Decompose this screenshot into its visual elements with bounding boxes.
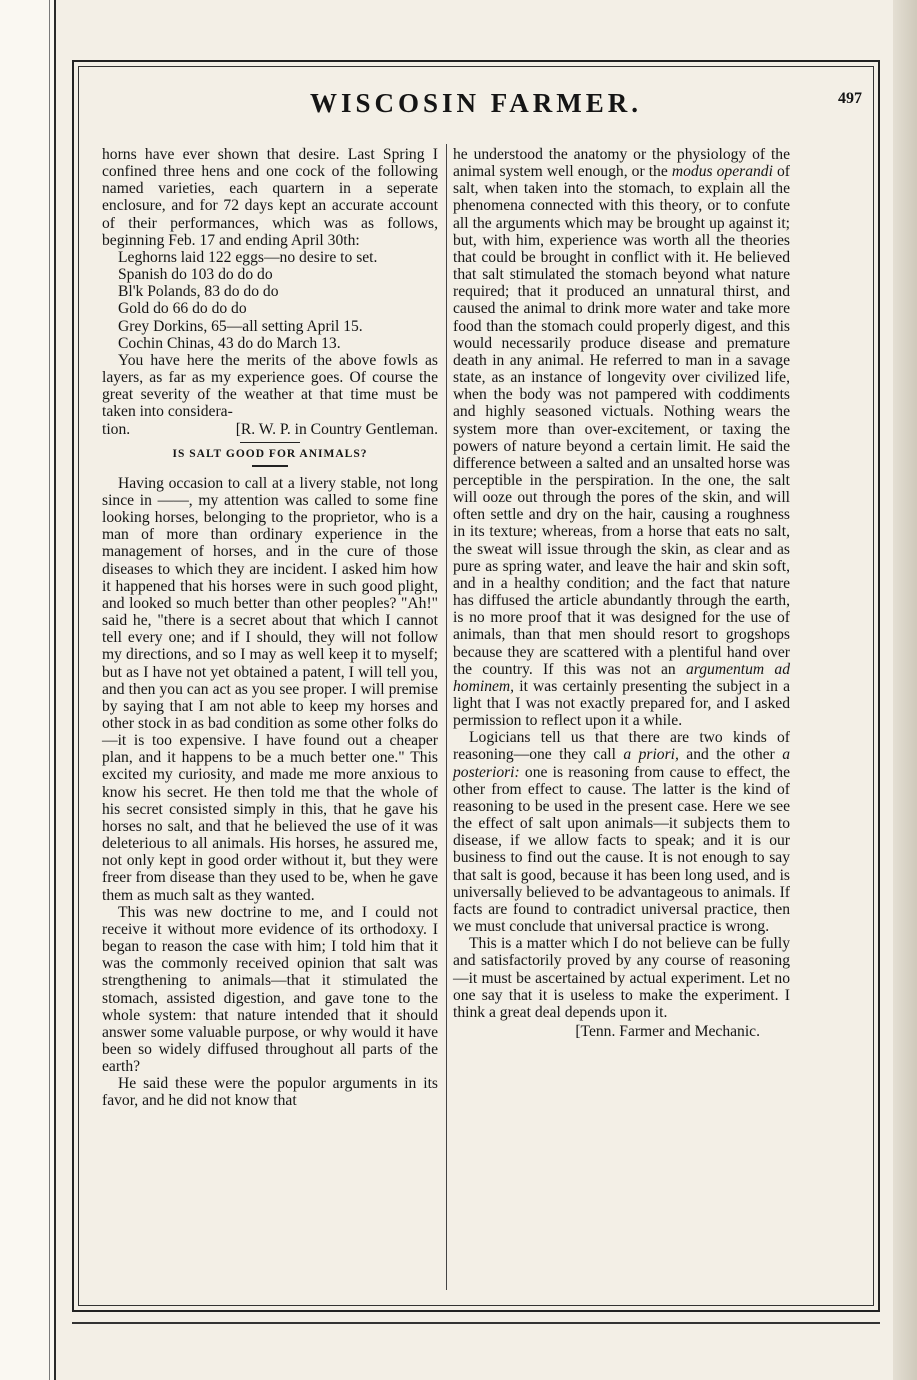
egg-table-row: Grey Dorkins, 65—all setting April 15. [118,317,363,335]
article-paragraph-2: This was new doctrine to me, and I could not receive it without more evidence of its orthodoxy. I began to reason the case with him; I told him that it was the commonly received opinion that salt was strengthening to animals—that it stimulated the stomach, assisted digestion, and gave tone to the whole system: that nature intended that it should answer some valuable purpose, or why would it have been so widely diffused throughout all parts of the earth? [102,903,438,1076]
section-divider [102,442,438,443]
column-divider [446,144,447,1290]
right-column [453,146,790,1040]
page-edge-shadow [893,0,917,1380]
page-number: 497 [838,90,862,107]
italic-term: modus operandi [671,163,773,181]
egg-table-row: Cochin Chinas, 43 do do March 13. [118,334,341,352]
logic-paragraph [453,729,790,935]
title-underline [102,465,438,467]
previous-page-edge [0,0,56,1380]
summary-paragraph: You have here the merits of the above fowls as layers, as far as my experience goes. Of course the great severity of the weather at that time must be taken into considera- [102,351,438,421]
egg-table-row: Gold do 66 do do do [118,300,247,318]
left-column [102,146,438,1110]
italic-term: a posteriori: [453,746,790,781]
attribution-tenn-farmer: [Tenn. Farmer and Mechanic. [575,1022,760,1040]
egg-table-row: Spanish do 103 do do do [118,266,273,284]
egg-table-row: Leghorns laid 122 eggs—no desire to set. [118,248,378,266]
intro-paragraph: horns have ever shown that desire. Last Spring I confined three hens and one cock of the following named varieties, each quartern in a seperate enclosure, and for 72 days kept an accurate account of their performances, which was as follows, beginning Feb. 17 and ending April 30th: [102,146,438,249]
egg-table [102,249,438,352]
italic-term: a priori, [623,746,679,764]
bottom-rule [72,1322,880,1324]
text-run: of salt, when taken into the stomach, to explain all the phenomena connected with this theory, or to confute all the arguments which may be brought up against it; but, with him, experience was worth all the theories that could be brought in conflict with it. He believed that salt stimulated the stomach beyond what nature required; that it produced an unnatural thirst, and caused the animal to drink more water and take more food than the stomach could properly digest, and this would necessarily produce disease and premature death in any animal. He referred to man in a savage state, as an instance of longevity over civilized life, when the body was not pampered with coddiments and highly seasoned victuals. Nothing wears the system more than over-excitement, or taxing the powers of nature beyond a certain limit. He said the difference between a salted and an unsalted horse was perceptible in the perspiration. In the one, the salt will ooze out through the pores of the skin, and will often settle and dry on the hair, causing a roughness in its texture; whereas, from a horse that eats no salt, the sweat will issue through the skin, as clear and as pure as spring water, and leave the hair and skin soft, and in a healthy condition; and the fact that nature has diffused the article abundantly through the earth, is no more proof that it was designed for the use of animals, than that men should resort to grogshops because they are scattered with a plentiful hand over the country. If this was not an [453,163,790,678]
article-paragraph-1: Having occasion to call at a livery stable, not long since in ——, my attention was called to some fine looking horses, belonging to the proprietor, who is a man of more than ordinary experience in the management of horses, and in the cure of those diseases to which they are incident. I asked him how it happened that his horses were in such good plight, and looked so much better than other peoples? "Ah!" said he, "there is a secret about that which I cannot tell every one; and if I should, they will not follow my directions, and so I may as well keep it to myself; but as I have not yet obtained a patent, I will tell you, and then you can act as you see proper. I will premise by saying that I am not able to keep my horses and other stock in as bad condition as some other folks do—it is too expensive. I have found out a cheaper plan, and it happens to be a much better one." This excited my curiosity, and made me more anxious to know his secret. He then told me that the whole of his secret consisted simply in this, that he gave his horses no salt, and that he believed the use of it was deleterious to all animals. His horses, he assured me, not only kept in good order without it, but they were freer from disease than they used to be, when he gave them as much salt as they wanted. [102,474,438,904]
text-run: he understood the anatomy or the physiology of the animal system well enough, or the [453,146,790,181]
egg-table-row: Bl'k Polands, 83 do do do [118,283,279,301]
journal-title: WISCOSIN FARMER. [309,88,643,118]
article-paragraph-3: He said these were the populor arguments in its favor, and he did not know that [102,1075,438,1110]
text-run: it was certainly presenting the subject in a light that I was not exactly prepared for, and I asked permission to reflect upon it a while. [453,677,790,730]
text-run: one is reasoning from cause to effect, the other from effect to cause. The latter is the kind of reasoning to be used in the present case. Here we see the effect of salt upon animals—it subjects them to disease, if we allow facts to speak; and it is our business to find out the cause. It is not enough to say that salt is good, because it has been long used, and is universally believed to be advantageous to animals. If facts are found to contradict universal practice, then we must conclude that universal practice is wrong. [453,763,790,936]
text-run: and the other [678,746,783,764]
summary-end: tion. [102,420,131,438]
page-header [78,88,874,128]
italic-term: argumentum ad hominem, [453,660,791,695]
attribution-country-gentleman: [R. W. P. in Country Gentleman. [235,420,438,438]
text-run: Logicians tell us that there are two kinds of reasoning—one they call [453,729,790,764]
attribution-row [102,421,438,438]
closing-paragraph: This is a matter which I do not believe can be fully and satisfactorily proved by any course of reasoning—it must be ascertained by actual experiment. Let no one say that it is useless to make the experiment. I think a great deal depends upon it. [453,935,790,1021]
section-title: IS SALT GOOD FOR ANIMALS? [172,447,368,460]
continued-paragraph [453,146,790,729]
